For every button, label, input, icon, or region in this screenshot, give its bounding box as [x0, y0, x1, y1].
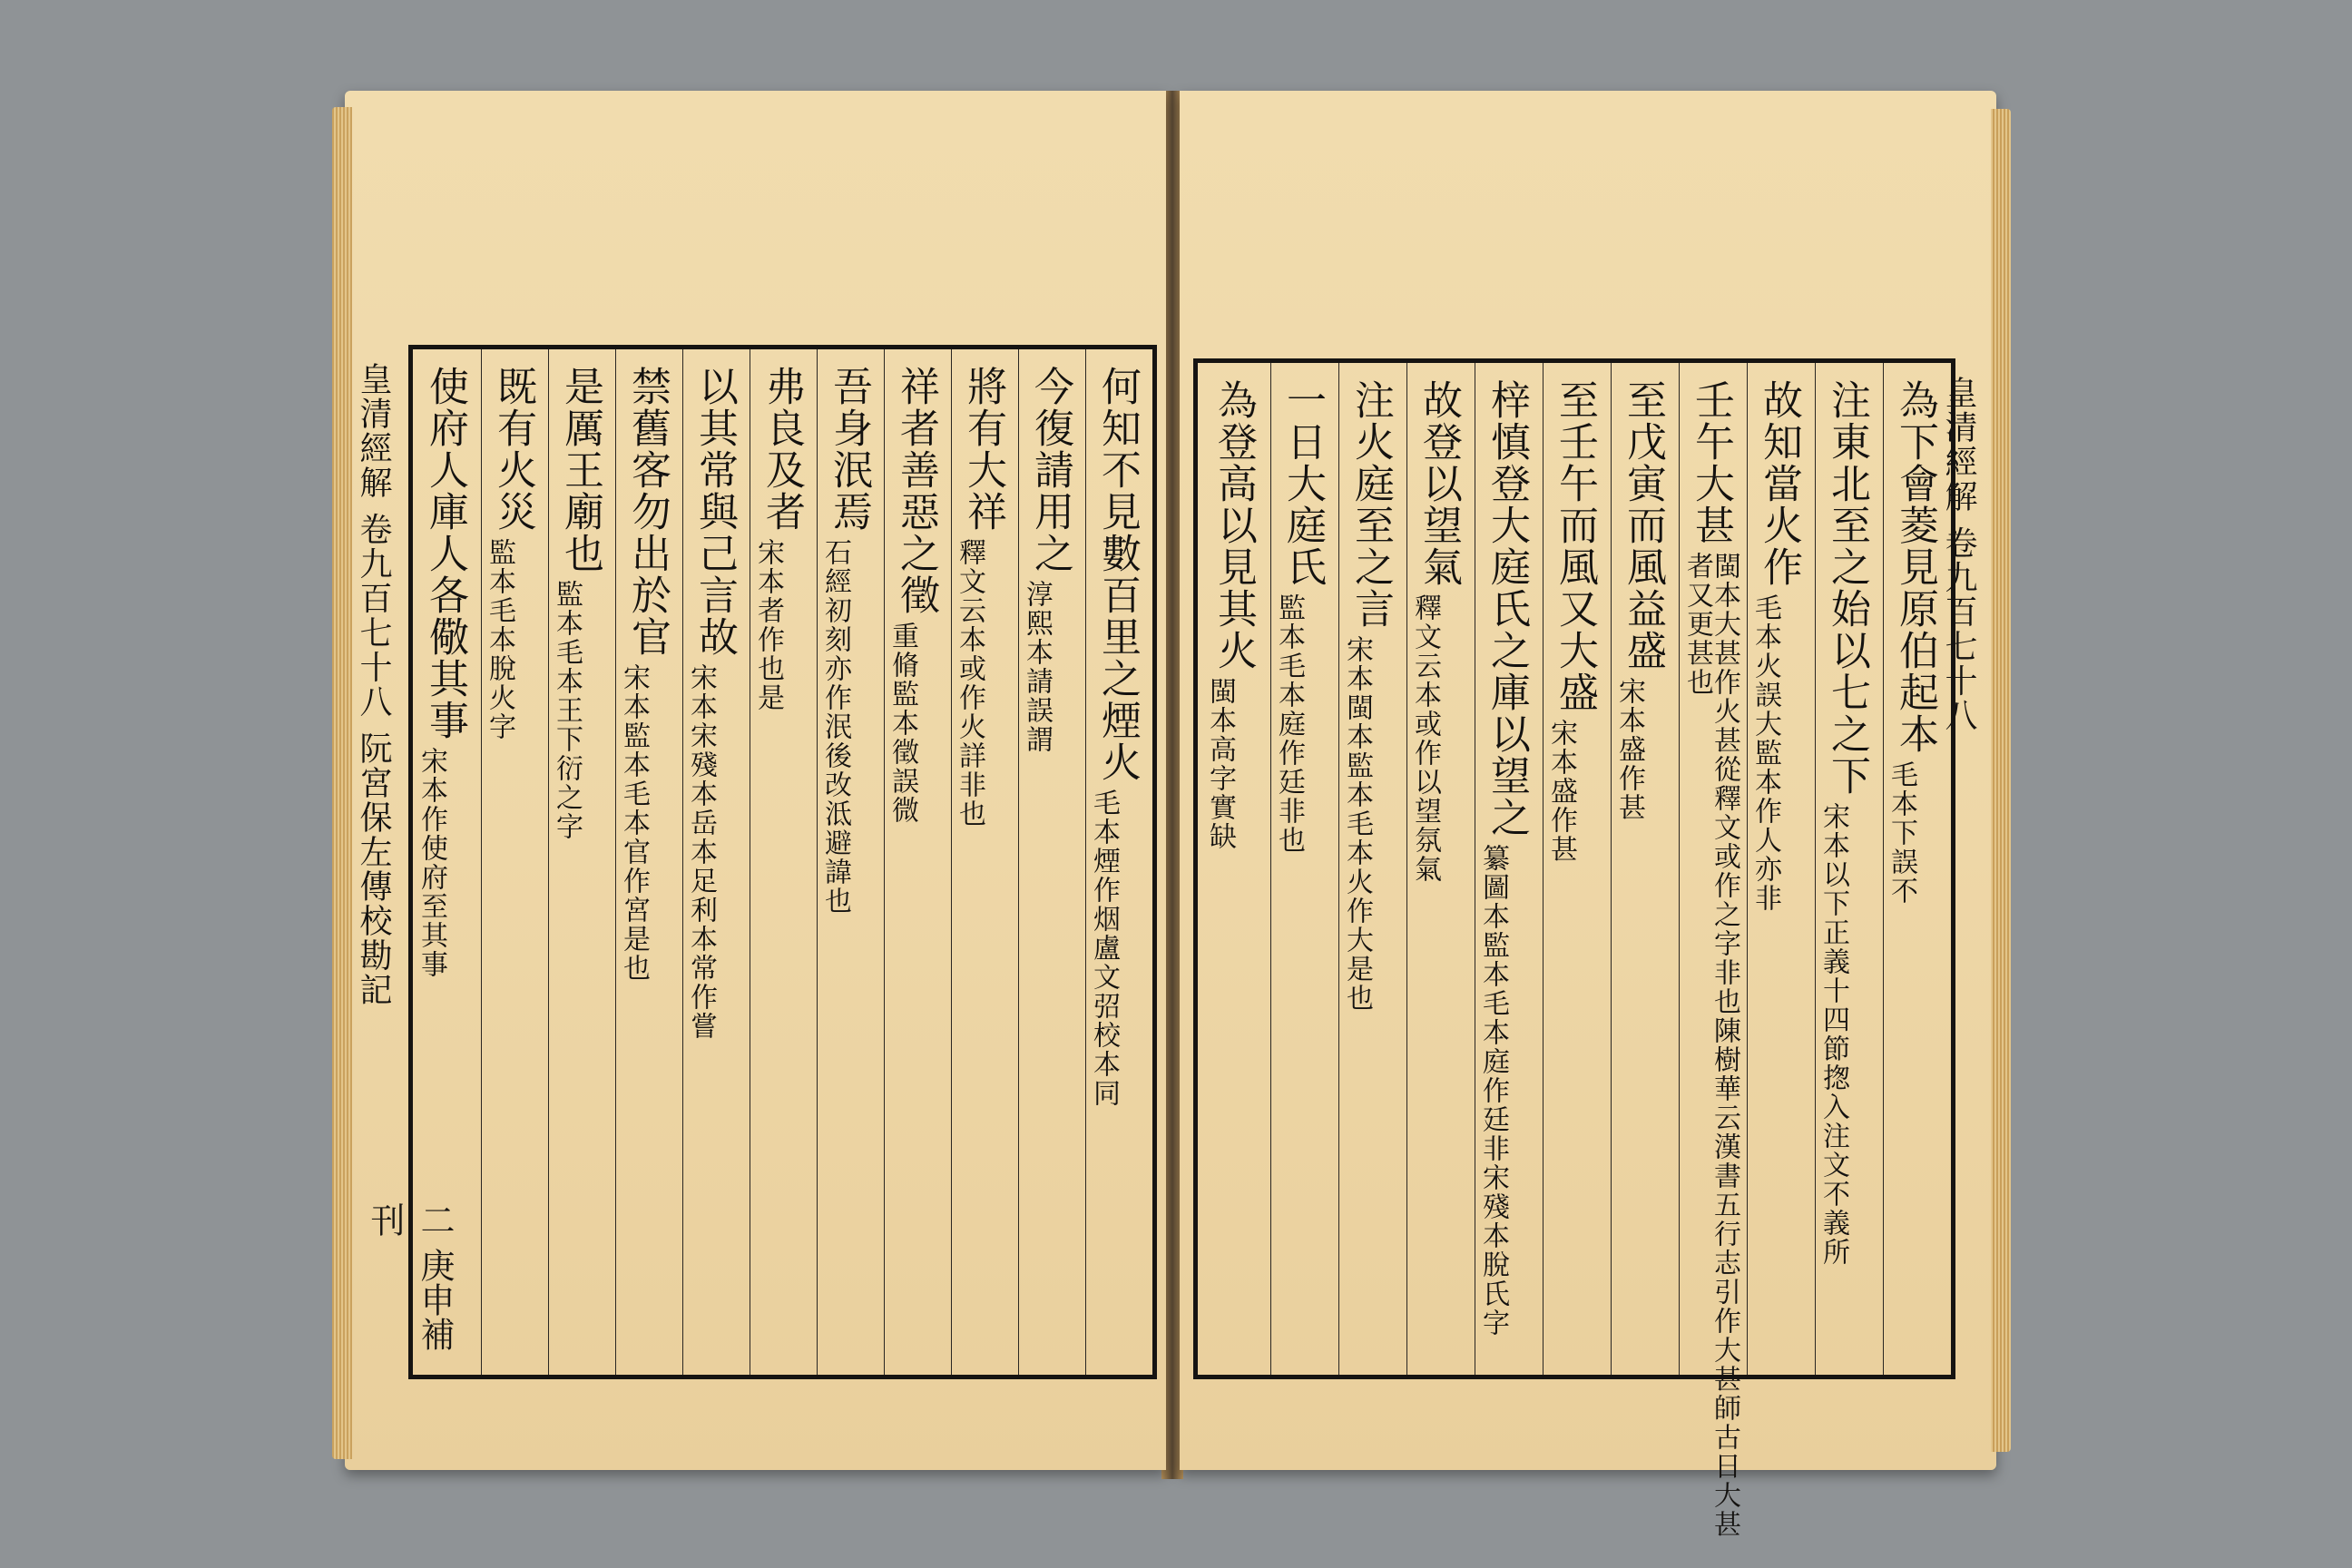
right-column: [1475, 363, 1543, 1375]
left-main-text: 今復請用之: [1027, 366, 1073, 574]
left-note-text: 毛本煙作烟盧文弨校本同: [1088, 789, 1120, 1108]
right-column: [1747, 363, 1815, 1375]
left-note-text: 淳熙本請誤謂: [1021, 580, 1053, 754]
right-note-text: 宋本盛作甚: [1545, 719, 1577, 864]
left-column: [548, 349, 615, 1375]
left-column: [817, 349, 884, 1375]
right-column: [1406, 363, 1475, 1375]
right-note-text: 閩本高字實缺: [1204, 677, 1236, 851]
left-column: [414, 349, 481, 1375]
open-book: [345, 91, 1987, 1539]
right-main-text: 故登以望氣: [1416, 379, 1462, 588]
right-main-text: 至戊寅而風益盛: [1620, 379, 1666, 671]
left-text-frame: [355, 345, 1157, 1379]
left-main-text: 祥者善惡之徵: [893, 366, 939, 616]
left-note-text: 宋本者作也是: [752, 538, 784, 712]
left-column: [615, 349, 682, 1375]
right-note-text: 釋文云本或作以望氛氣: [1409, 593, 1441, 884]
left-main-text: 是厲王廟也: [557, 366, 603, 574]
right-note-text: 毛本火誤大監本作人亦非: [1749, 593, 1781, 913]
right-note-text: 閩本大甚作火甚從釋文或作之字非也陳樹華云漢書五行志引作大甚師古日大甚者又更甚也: [1681, 552, 1740, 1539]
right-column: [1543, 363, 1611, 1375]
right-main-text: 至壬午而風又大盛: [1552, 379, 1598, 713]
right-column: [1883, 363, 1951, 1375]
right-text-frame: [1193, 358, 1977, 1539]
right-column: [1611, 363, 1679, 1375]
left-note-text: 宋本宋殘本岳本足利本常作嘗: [685, 663, 717, 1041]
right-spine-text: 皇清經解 卷九百七十八: [1940, 376, 1977, 733]
right-note-text: 宋本盛作甚: [1613, 677, 1645, 822]
left-page: [345, 91, 1166, 1470]
left-column: [750, 349, 817, 1375]
left-column: [951, 349, 1018, 1375]
right-main-text: 故知當火作: [1756, 379, 1802, 588]
right-note-text: 毛本下誤不: [1886, 760, 1917, 906]
right-main-text: 注火庭至之言: [1348, 379, 1394, 630]
right-column: [1815, 363, 1883, 1375]
left-main-text: 以其常與己言故: [691, 366, 738, 658]
right-main-text: 為登高以見其火: [1210, 379, 1257, 671]
right-main-text: 注東北至之始以七之下: [1824, 379, 1870, 797]
left-note-text: 宋本作使府至其事: [416, 747, 447, 979]
left-column: [1018, 349, 1085, 1375]
left-column: [884, 349, 951, 1375]
left-note-text: 重脩監本徵誤微: [887, 622, 918, 825]
right-note-text: 宋本閩本監本毛本火作大是也: [1341, 635, 1373, 1013]
right-column: [1679, 363, 1747, 1539]
right-column: [1202, 363, 1270, 1375]
right-note-text: 監本毛本庭作廷非也: [1273, 593, 1305, 855]
left-column: [1085, 349, 1152, 1375]
left-note-text: 監本毛本王下衍之字: [551, 580, 583, 841]
page-edges-right: [1991, 109, 2011, 1452]
page-edges-left: [332, 107, 352, 1459]
left-main-text: 禁舊客勿出於官: [624, 366, 671, 658]
left-page-number: 二 庚申補刊: [365, 1202, 455, 1352]
left-note-text: 釋文云本或作火詳非也: [954, 538, 985, 828]
right-main-text: 梓慎登大庭氏之庫以望之: [1484, 379, 1530, 838]
left-main-text: 將有大祥: [960, 366, 1006, 533]
left-main-text: 弗良及者: [759, 366, 805, 533]
right-column: [1338, 363, 1406, 1375]
left-note-text: 監本毛本脫火字: [484, 538, 515, 741]
right-column: [1270, 363, 1338, 1375]
left-column: [481, 349, 548, 1375]
right-note-text: 宋本以下正義十四節揔入注文不義所: [1818, 802, 1849, 1267]
right-main-text: 壬午大甚: [1688, 379, 1734, 546]
right-main-text: 一日大庭氏: [1279, 379, 1326, 588]
left-main-text: 使府人庫人各儆其事: [422, 366, 468, 741]
left-note-text: 石經初刻亦作泯後改泜避諱也: [819, 538, 851, 916]
left-main-text: 何知不見數百里之煙火: [1094, 366, 1141, 783]
right-main-text: 為下會菱見原伯起本: [1892, 379, 1938, 755]
left-note-text: 宋本監本毛本官作宮是也: [618, 663, 650, 983]
left-column: [682, 349, 750, 1375]
right-note-text: 纂圖本監本毛本庭作廷非宋殘本脫氏字: [1477, 844, 1509, 1338]
left-main-text: 吾身泯焉: [826, 366, 872, 533]
left-spine-text: 皇清經解 卷九百七十八 阮宮保左傳校勘記: [355, 362, 392, 1007]
left-main-text: 既有火災: [490, 366, 536, 533]
right-page: [1180, 91, 1996, 1539]
